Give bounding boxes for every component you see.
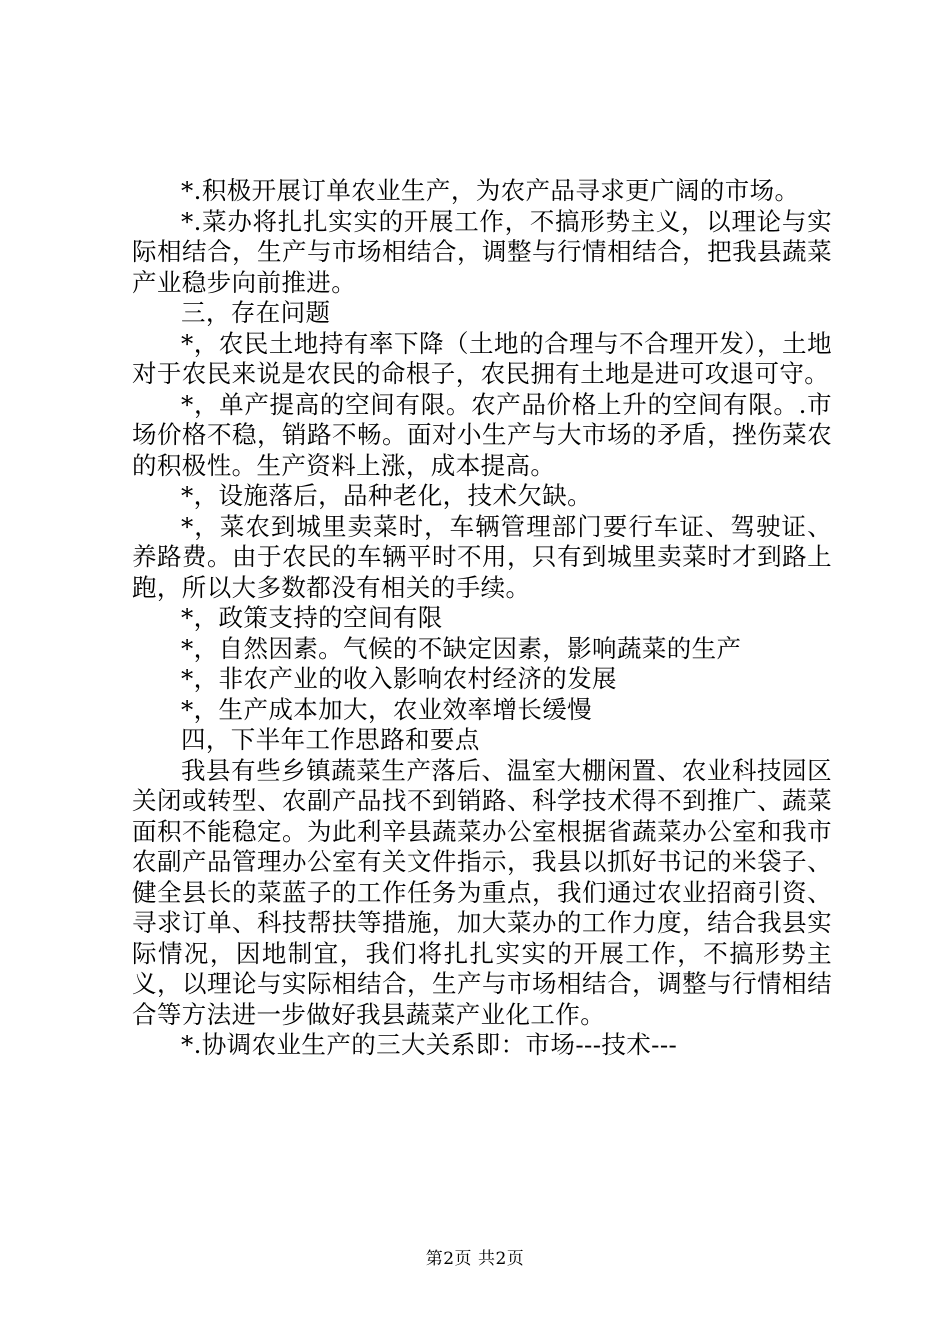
paragraph-natural-factors: *，自然因素。气候的不缺定因素，影响蔬菜的生产: [181, 633, 742, 663]
paragraph-non-farm-income: *，非农产业的收入影响农村经济的发展: [181, 664, 617, 693]
paragraph-vegetable-office-work: *.菜办将扎扎实实的开展工作，不搞形势主义，以理论与实际相结合，生产与市场相结合，调整与行情相结合，把我县蔬菜产业稳步向前推进。: [132, 206, 832, 297]
section-heading-plan: 四，下半年工作思路和要点: [181, 725, 480, 754]
paragraph-vehicles: *，菜农到城里卖菜时，车辆管理部门要行车证、驾驶证、养路费。由于农民的车辆平时不用，只有到城里卖菜时才到路上跑，所以大多数都没有相关的手续。: [132, 511, 832, 602]
paragraph-three-relations: *.协调农业生产的三大关系即：市场---技术---: [181, 1030, 678, 1059]
paragraph-county-plan: 我县有些乡镇蔬菜生产落后、温室大棚闲置、农业科技园区关闭或转型、农副产品找不到销路、科学技术得不到推广、蔬菜面积不能稳定。为此利辛县蔬菜办公室根据省蔬菜办公室和我市农副产品管理办公室有关文件指示，我县以抓好书记的米袋子、健全县长的菜蓝子的工作任务为重点，我们通过农业招商引资、寻求订单、科技帮扶等措施，加大菜办的工作力度，结合我县实际情况，因地制宜，我们将扎扎实实的开展工作，不搞形势主义，以理论与实际相结合，生产与市场相结合，调整与行情相结合等方法进一步做好我县蔬菜产业化工作。: [132, 755, 832, 1029]
paragraph-order-farming: *.积极开展订单农业生产，为农产品寻求更广阔的市场。: [181, 176, 800, 205]
paragraph-facilities: *，设施落后，品种老化，技术欠缺。: [181, 481, 593, 510]
paragraph-land-holding: *，农民土地持有率下降（土地的合理与不合理开发），土地对于农民来说是农民的命根子，农民拥有土地是进可攻退可守。: [132, 328, 832, 388]
paragraph-policy-support: *，政策支持的空间有限: [181, 603, 443, 632]
document-body: [132, 176, 832, 1061]
paragraph-yield-price: *，单产提高的空间有限。农产品价格上升的空间有限。.市场价格不稳，销路不畅。面对小生产与大市场的矛盾，挫伤菜农的积极性。生产资料上涨，成本提高。: [132, 389, 832, 480]
section-heading-problems: 三，存在问题: [181, 298, 331, 327]
page-footer: 第2页 共2页: [425, 1249, 525, 1269]
paragraph-production-cost: *，生产成本加大，农业效率增长缓慢: [181, 694, 593, 724]
